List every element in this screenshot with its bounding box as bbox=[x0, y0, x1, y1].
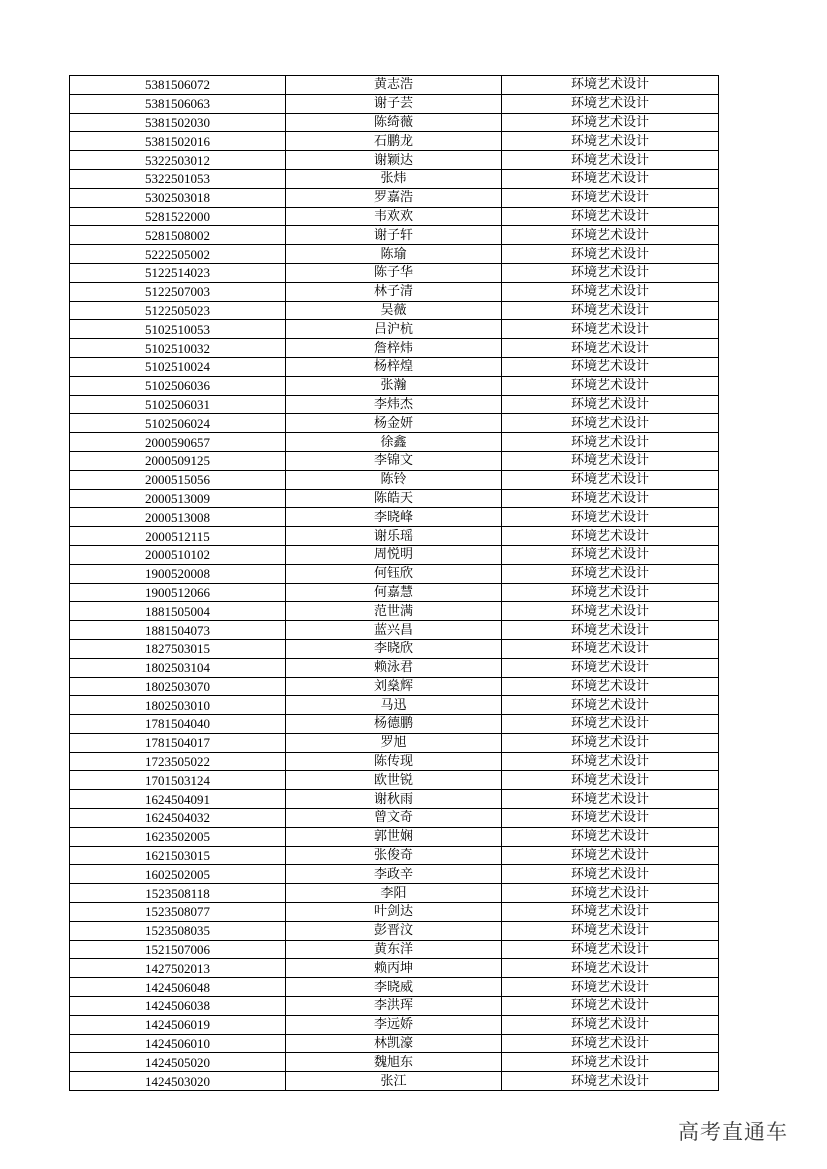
name-cell: 谢子轩 bbox=[286, 226, 502, 245]
major-cell: 环境艺术设计 bbox=[502, 76, 719, 95]
table-row bbox=[70, 226, 719, 245]
name-cell: 李晓欣 bbox=[286, 639, 502, 658]
name-cell: 谢秋雨 bbox=[286, 790, 502, 809]
id-cell: 5102506036 bbox=[70, 376, 286, 395]
name-cell: 谢颖达 bbox=[286, 151, 502, 170]
table-row bbox=[70, 846, 719, 865]
name-cell: 欧世锐 bbox=[286, 771, 502, 790]
major-cell: 环境艺术设计 bbox=[502, 865, 719, 884]
major-cell: 环境艺术设计 bbox=[502, 451, 719, 470]
major-cell: 环境艺术设计 bbox=[502, 527, 719, 546]
table-row bbox=[70, 169, 719, 188]
id-cell: 2000515056 bbox=[70, 470, 286, 489]
id-cell: 1802503070 bbox=[70, 677, 286, 696]
name-cell: 陈皓天 bbox=[286, 489, 502, 508]
major-cell: 环境艺术设计 bbox=[502, 132, 719, 151]
table-row bbox=[70, 188, 719, 207]
id-cell: 1424506048 bbox=[70, 978, 286, 997]
major-cell: 环境艺术设计 bbox=[502, 151, 719, 170]
id-cell: 1523508118 bbox=[70, 884, 286, 903]
major-cell: 环境艺术设计 bbox=[502, 790, 719, 809]
name-cell: 张炜 bbox=[286, 169, 502, 188]
major-cell: 环境艺术设计 bbox=[502, 414, 719, 433]
id-cell: 1723505022 bbox=[70, 752, 286, 771]
name-cell: 周悦明 bbox=[286, 545, 502, 564]
major-cell: 环境艺术设计 bbox=[502, 771, 719, 790]
name-cell: 谢乐瑶 bbox=[286, 527, 502, 546]
table-row bbox=[70, 865, 719, 884]
table-row bbox=[70, 752, 719, 771]
table-row bbox=[70, 1034, 719, 1053]
major-cell: 环境艺术设计 bbox=[502, 733, 719, 752]
name-cell: 彭晋汶 bbox=[286, 921, 502, 940]
id-cell: 1623502005 bbox=[70, 827, 286, 846]
major-cell: 环境艺术设计 bbox=[502, 508, 719, 527]
id-cell: 1881505004 bbox=[70, 602, 286, 621]
table-row bbox=[70, 545, 719, 564]
major-cell: 环境艺术设计 bbox=[502, 339, 719, 358]
id-cell: 2000510102 bbox=[70, 545, 286, 564]
name-cell: 范世满 bbox=[286, 602, 502, 621]
id-cell: 5302503018 bbox=[70, 188, 286, 207]
name-cell: 何钰欣 bbox=[286, 564, 502, 583]
major-cell: 环境艺术设计 bbox=[502, 884, 719, 903]
major-cell: 环境艺术设计 bbox=[502, 207, 719, 226]
table-row bbox=[70, 245, 719, 264]
roster-sheet bbox=[69, 75, 718, 1091]
id-cell: 5381502016 bbox=[70, 132, 286, 151]
id-cell: 1624504032 bbox=[70, 809, 286, 828]
name-cell: 何嘉慧 bbox=[286, 583, 502, 602]
major-cell: 环境艺术设计 bbox=[502, 658, 719, 677]
table-row bbox=[70, 320, 719, 339]
table-row bbox=[70, 997, 719, 1016]
id-cell: 2000513009 bbox=[70, 489, 286, 508]
table-row bbox=[70, 527, 719, 546]
name-cell: 李晓峰 bbox=[286, 508, 502, 527]
id-cell: 1781504040 bbox=[70, 715, 286, 734]
table-row bbox=[70, 658, 719, 677]
name-cell: 蓝兴昌 bbox=[286, 621, 502, 640]
name-cell: 李锦文 bbox=[286, 451, 502, 470]
id-cell: 1621503015 bbox=[70, 846, 286, 865]
table-row bbox=[70, 809, 719, 828]
major-cell: 环境艺术设计 bbox=[502, 696, 719, 715]
name-cell: 叶剑达 bbox=[286, 903, 502, 922]
id-cell: 1424505020 bbox=[70, 1053, 286, 1072]
table-row bbox=[70, 508, 719, 527]
id-cell: 5222505002 bbox=[70, 245, 286, 264]
table-row bbox=[70, 94, 719, 113]
name-cell: 林子清 bbox=[286, 282, 502, 301]
name-cell: 韦欢欢 bbox=[286, 207, 502, 226]
id-cell: 2000509125 bbox=[70, 451, 286, 470]
id-cell: 1900512066 bbox=[70, 583, 286, 602]
table-row bbox=[70, 414, 719, 433]
id-cell: 5102506024 bbox=[70, 414, 286, 433]
name-cell: 徐鑫 bbox=[286, 433, 502, 452]
major-cell: 环境艺术设计 bbox=[502, 921, 719, 940]
name-cell: 黄东洋 bbox=[286, 940, 502, 959]
major-cell: 环境艺术设计 bbox=[502, 1072, 719, 1091]
table-row bbox=[70, 696, 719, 715]
table-row bbox=[70, 903, 719, 922]
name-cell: 李远娇 bbox=[286, 1015, 502, 1034]
major-cell: 环境艺术设计 bbox=[502, 1053, 719, 1072]
id-cell: 5322503012 bbox=[70, 151, 286, 170]
major-cell: 环境艺术设计 bbox=[502, 997, 719, 1016]
table-row bbox=[70, 151, 719, 170]
major-cell: 环境艺术设计 bbox=[502, 752, 719, 771]
name-cell: 郭世娴 bbox=[286, 827, 502, 846]
table-row bbox=[70, 1072, 719, 1091]
id-cell: 1424506019 bbox=[70, 1015, 286, 1034]
id-cell: 5381502030 bbox=[70, 113, 286, 132]
id-cell: 5281522000 bbox=[70, 207, 286, 226]
id-cell: 1781504017 bbox=[70, 733, 286, 752]
table-row bbox=[70, 1053, 719, 1072]
table-row bbox=[70, 978, 719, 997]
id-cell: 1424506038 bbox=[70, 997, 286, 1016]
major-cell: 环境艺术设计 bbox=[502, 357, 719, 376]
table-row bbox=[70, 357, 719, 376]
roster-table-body bbox=[70, 76, 719, 1091]
name-cell: 黄志浩 bbox=[286, 76, 502, 95]
id-cell: 5122505023 bbox=[70, 301, 286, 320]
name-cell: 刘燊辉 bbox=[286, 677, 502, 696]
name-cell: 张瀚 bbox=[286, 376, 502, 395]
table-row bbox=[70, 282, 719, 301]
table-row bbox=[70, 639, 719, 658]
table-row bbox=[70, 602, 719, 621]
major-cell: 环境艺术设计 bbox=[502, 301, 719, 320]
table-row bbox=[70, 395, 719, 414]
id-cell: 1624504091 bbox=[70, 790, 286, 809]
table-row bbox=[70, 132, 719, 151]
name-cell: 谢子芸 bbox=[286, 94, 502, 113]
id-cell: 5122507003 bbox=[70, 282, 286, 301]
id-cell: 5102510053 bbox=[70, 320, 286, 339]
id-cell: 1701503124 bbox=[70, 771, 286, 790]
table-row bbox=[70, 790, 719, 809]
id-cell: 5122514023 bbox=[70, 263, 286, 282]
watermark-logo-text: 高考直通车 bbox=[678, 1120, 788, 1144]
name-cell: 马迅 bbox=[286, 696, 502, 715]
major-cell: 环境艺术设计 bbox=[502, 263, 719, 282]
name-cell: 赖泳君 bbox=[286, 658, 502, 677]
table-row bbox=[70, 564, 719, 583]
major-cell: 环境艺术设计 bbox=[502, 827, 719, 846]
major-cell: 环境艺术设计 bbox=[502, 583, 719, 602]
major-cell: 环境艺术设计 bbox=[502, 621, 719, 640]
major-cell: 环境艺术设计 bbox=[502, 433, 719, 452]
name-cell: 杨梓煌 bbox=[286, 357, 502, 376]
id-cell: 5102510024 bbox=[70, 357, 286, 376]
major-cell: 环境艺术设计 bbox=[502, 94, 719, 113]
table-row bbox=[70, 733, 719, 752]
name-cell: 陈子华 bbox=[286, 263, 502, 282]
roster-table bbox=[69, 75, 719, 1091]
id-cell: 5381506072 bbox=[70, 76, 286, 95]
name-cell: 陈瑜 bbox=[286, 245, 502, 264]
major-cell: 环境艺术设计 bbox=[502, 188, 719, 207]
id-cell: 2000590657 bbox=[70, 433, 286, 452]
table-row bbox=[70, 677, 719, 696]
table-row bbox=[70, 621, 719, 640]
table-row bbox=[70, 451, 719, 470]
table-row bbox=[70, 433, 719, 452]
name-cell: 吕沪杭 bbox=[286, 320, 502, 339]
name-cell: 赖丙坤 bbox=[286, 959, 502, 978]
name-cell: 杨金妍 bbox=[286, 414, 502, 433]
major-cell: 环境艺术设计 bbox=[502, 959, 719, 978]
name-cell: 罗嘉浩 bbox=[286, 188, 502, 207]
name-cell: 李阳 bbox=[286, 884, 502, 903]
table-row bbox=[70, 921, 719, 940]
major-cell: 环境艺术设计 bbox=[502, 376, 719, 395]
table-row bbox=[70, 959, 719, 978]
id-cell: 1881504073 bbox=[70, 621, 286, 640]
id-cell: 1802503010 bbox=[70, 696, 286, 715]
name-cell: 陈传现 bbox=[286, 752, 502, 771]
name-cell: 曾文奇 bbox=[286, 809, 502, 828]
id-cell: 1523508035 bbox=[70, 921, 286, 940]
table-row bbox=[70, 339, 719, 358]
name-cell: 张俊奇 bbox=[286, 846, 502, 865]
major-cell: 环境艺术设计 bbox=[502, 846, 719, 865]
table-row bbox=[70, 583, 719, 602]
id-cell: 1602502005 bbox=[70, 865, 286, 884]
name-cell: 魏旭东 bbox=[286, 1053, 502, 1072]
major-cell: 环境艺术设计 bbox=[502, 545, 719, 564]
table-row bbox=[70, 76, 719, 95]
major-cell: 环境艺术设计 bbox=[502, 809, 719, 828]
major-cell: 环境艺术设计 bbox=[502, 978, 719, 997]
name-cell: 李晓威 bbox=[286, 978, 502, 997]
id-cell: 1424503020 bbox=[70, 1072, 286, 1091]
name-cell: 李政辛 bbox=[286, 865, 502, 884]
major-cell: 环境艺术设计 bbox=[502, 395, 719, 414]
id-cell: 5102506031 bbox=[70, 395, 286, 414]
major-cell: 环境艺术设计 bbox=[502, 602, 719, 621]
id-cell: 1427502013 bbox=[70, 959, 286, 978]
major-cell: 环境艺术设计 bbox=[502, 677, 719, 696]
name-cell: 陈绮薇 bbox=[286, 113, 502, 132]
table-row bbox=[70, 113, 719, 132]
table-row bbox=[70, 489, 719, 508]
table-row bbox=[70, 301, 719, 320]
table-row bbox=[70, 884, 719, 903]
id-cell: 1900520008 bbox=[70, 564, 286, 583]
major-cell: 环境艺术设计 bbox=[502, 715, 719, 734]
name-cell: 詹梓炜 bbox=[286, 339, 502, 358]
id-cell: 2000513008 bbox=[70, 508, 286, 527]
name-cell: 陈铃 bbox=[286, 470, 502, 489]
major-cell: 环境艺术设计 bbox=[502, 470, 719, 489]
table-row bbox=[70, 940, 719, 959]
id-cell: 1521507006 bbox=[70, 940, 286, 959]
name-cell: 张江 bbox=[286, 1072, 502, 1091]
id-cell: 5381506063 bbox=[70, 94, 286, 113]
id-cell: 5281508002 bbox=[70, 226, 286, 245]
major-cell: 环境艺术设计 bbox=[502, 489, 719, 508]
table-row bbox=[70, 1015, 719, 1034]
table-row bbox=[70, 470, 719, 489]
name-cell: 李洪珲 bbox=[286, 997, 502, 1016]
id-cell: 1424506010 bbox=[70, 1034, 286, 1053]
major-cell: 环境艺术设计 bbox=[502, 903, 719, 922]
table-row bbox=[70, 715, 719, 734]
id-cell: 1802503104 bbox=[70, 658, 286, 677]
table-row bbox=[70, 771, 719, 790]
major-cell: 环境艺术设计 bbox=[502, 320, 719, 339]
name-cell: 罗旭 bbox=[286, 733, 502, 752]
id-cell: 1827503015 bbox=[70, 639, 286, 658]
name-cell: 林凯濠 bbox=[286, 1034, 502, 1053]
major-cell: 环境艺术设计 bbox=[502, 226, 719, 245]
major-cell: 环境艺术设计 bbox=[502, 564, 719, 583]
major-cell: 环境艺术设计 bbox=[502, 113, 719, 132]
id-cell: 2000512115 bbox=[70, 527, 286, 546]
major-cell: 环境艺术设计 bbox=[502, 1015, 719, 1034]
id-cell: 5102510032 bbox=[70, 339, 286, 358]
table-row bbox=[70, 263, 719, 282]
major-cell: 环境艺术设计 bbox=[502, 940, 719, 959]
table-row bbox=[70, 827, 719, 846]
id-cell: 5322501053 bbox=[70, 169, 286, 188]
id-cell: 1523508077 bbox=[70, 903, 286, 922]
name-cell: 杨德鹏 bbox=[286, 715, 502, 734]
name-cell: 吴薇 bbox=[286, 301, 502, 320]
major-cell: 环境艺术设计 bbox=[502, 245, 719, 264]
major-cell: 环境艺术设计 bbox=[502, 169, 719, 188]
major-cell: 环境艺术设计 bbox=[502, 282, 719, 301]
major-cell: 环境艺术设计 bbox=[502, 1034, 719, 1053]
name-cell: 石鹏龙 bbox=[286, 132, 502, 151]
major-cell: 环境艺术设计 bbox=[502, 639, 719, 658]
table-row bbox=[70, 376, 719, 395]
table-row bbox=[70, 207, 719, 226]
name-cell: 李炜杰 bbox=[286, 395, 502, 414]
